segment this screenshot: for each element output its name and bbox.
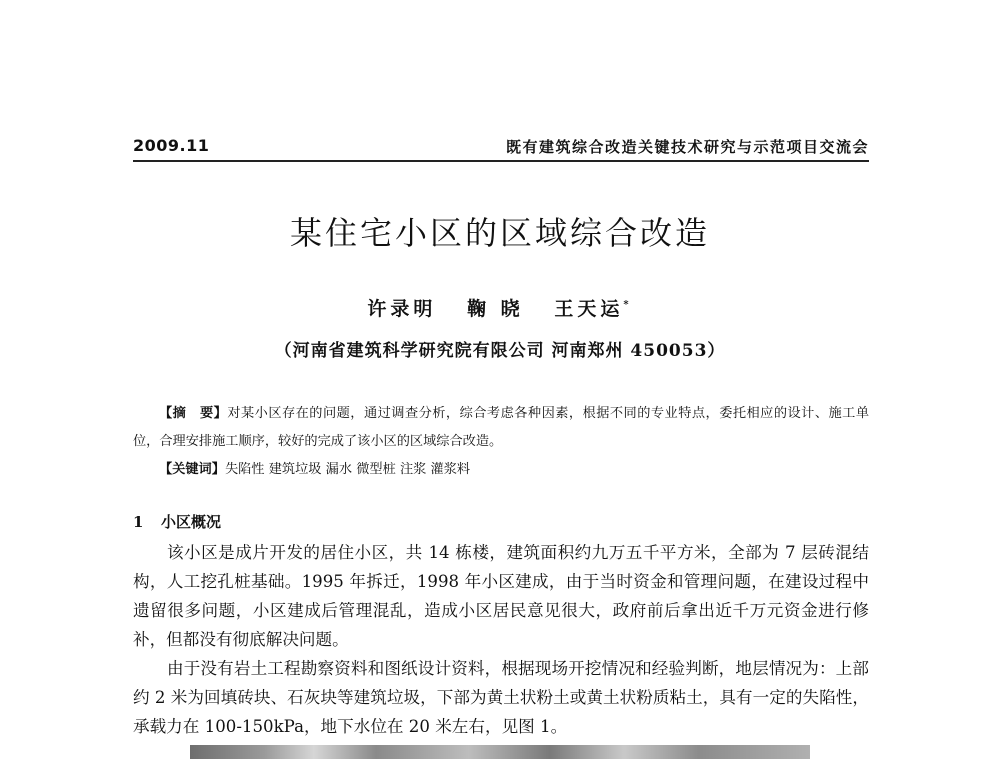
header-date: 2009.11 <box>133 136 210 155</box>
body-paragraph: 由于没有岩土工程勘察资料和图纸设计资料，根据现场开挖情况和经验判断，地层情况为：上部约 2 米为回填砖块、石灰块等建筑垃圾，下部为黄土状粉土或黄土状粉质粘土，具有一定的失陷性，承载力在 100-150kPa，地下水位在 20 米左右，见图 1。 <box>133 659 869 736</box>
abstract-text: 对某小区存在的问题，通过调查分析，综合考虑各种因素，根据不同的专业特点，委托相应的设计、施工单位，合理安排施工顺序，较好的完成了该小区的区域综合改造。 <box>133 406 870 449</box>
author-name <box>554 298 632 320</box>
paper-title: 某住宅小区的区域综合改造 <box>289 214 710 252</box>
figure-1-photo-edge <box>190 745 810 759</box>
affiliation: （河南省建筑科学研究院有限公司 河南郑州 450053） <box>274 341 726 361</box>
header-conference-title: 既有建筑综合改造关键技术研究与示范项目交流会 <box>505 138 869 156</box>
section-number: 1 <box>133 513 144 531</box>
section-heading <box>133 511 221 532</box>
author-list <box>0 294 1000 321</box>
author-name: 许录明 <box>367 298 437 320</box>
abstract <box>133 400 869 456</box>
keywords-label: 【关键词】 <box>159 462 225 477</box>
section-title: 小区概况 <box>161 513 222 531</box>
author-name: 鞠 晓 <box>467 298 524 320</box>
author-footnote-mark: * <box>623 299 633 311</box>
running-header <box>133 132 869 162</box>
author-name-text: 王天运 <box>554 298 624 320</box>
keywords-text: 失陷性 建筑垃圾 漏水 微型桩 注浆 灌浆料 <box>224 462 471 477</box>
abstract-label: 【摘 要】 <box>159 406 228 421</box>
body-paragraph: 该小区是成片开发的居住小区，共 14 栋楼，建筑面积约九万五千平方米，全部为 7 层砖混结构，人工挖孔桩基础。1995 年拆迁，1998 年小区建成，由于当时资金和管理问题，在建设过程中遗留很多问题，小区建成后管理混乱，造成小区居民意见很大，政府前后拿出近千万元资金进行修补，但都没有彻底解决问题。 <box>133 543 869 649</box>
header-rule <box>133 160 869 162</box>
keywords <box>159 456 470 484</box>
